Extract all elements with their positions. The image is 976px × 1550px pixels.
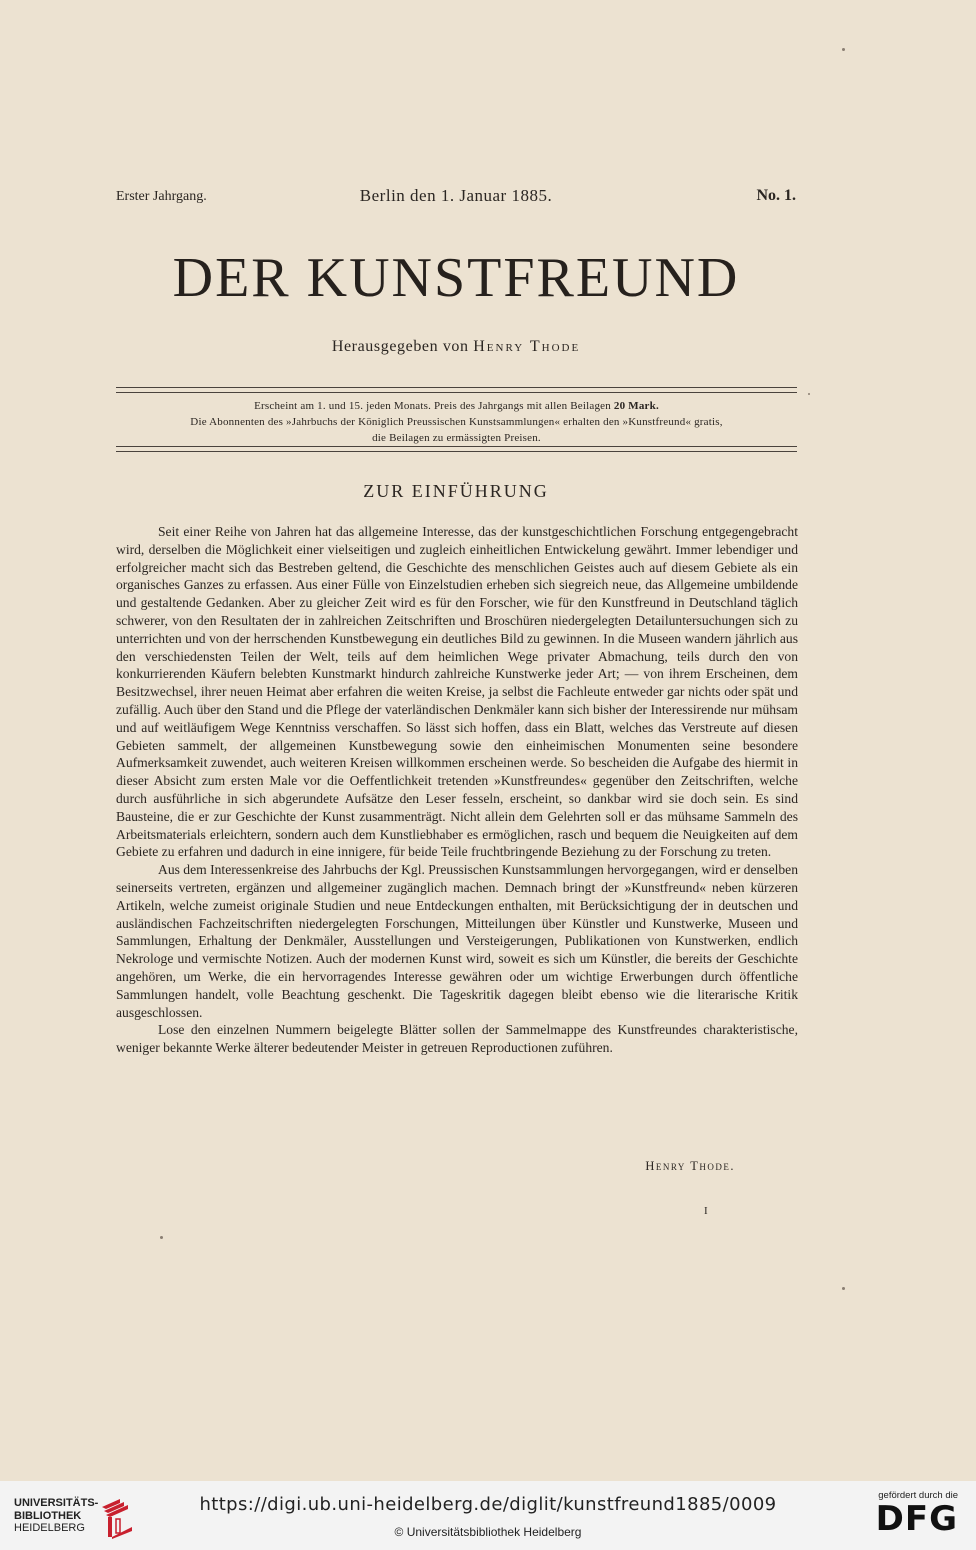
library-name-line-1: UNIVERSITÄTS- (14, 1497, 99, 1509)
article-paragraph-2: Aus dem Interessenkreise des Jahrbuchs der Kgl. Preussischen Kunstsammlungen hervorgegangen, wird er denselben seinerseits vertreten, ergänzen und allgemeiner zugänglich machen. Demnach bringt der »Kunstfreund« neben kürzeren Artikeln, welche zumeist originale Studien und neue Entdeckungen enthalten, mit Berücksichtigung der in deutschen und ausländischen Fachzeitschriften niedergelegten Forschungen, Mitteilungen über Künstler und Kunstwerke, Museen und Sammlungen, Erhaltung der Denkmäler, Ausstellungen und Versteigerungen, Publikationen von Kunstwerken, endlich Nekrologe und vermischte Notizen. Auch der modernen Kunst wird, soweit es sich um Künstler, die bereits der Geschichte angehören, um Werke, die ein hervorragendes Interesse gewähren oder um wichtige Erwerbungen durch öffentliche Sammlungen handelt, volle Beachtung geschenkt. Die Tageskritik dagegen bleibt ebenso wie die literarische Kritik ausgeschlossen. (116, 862, 799, 1020)
notice-line-3: die Beilagen zu ermässigten Preisen. (372, 432, 541, 444)
copyright-notice: © Universitätsbibliothek Heidelberg (394, 1525, 582, 1539)
article-paragraph-1: Seit einer Reihe von Jahren hat das allgemeine Interesse, das der kunstgeschichtlichen Forschung entgegengebracht wird, derselben die Möglichkeit einer vielseitigen und zugleich einheitlichen Entwickelung gewährt. Immer lebendiger und erfolgreicher macht sich das Bestreben geltend, die Geschichte des menschlichen Geistes auch auf diesem Gebiete als ein organisches Ganzes zu erfassen. Aus einer Fülle von Einzelstudien erheben sich siegreich neue, das Allgemeine umbildende und gestaltende Gedanken. Aber zu gleicher Zeit wird es für den Forscher, wie für den Kunstfreund in Deutschland täglich schwerer, von den Resultaten der in zahlreichen Zeitschriften und Broschüren niedergelegten Detailuntersuchungen sich zu unterrichten und von der herrschenden Kunstbewegung ein deutliches Bild zu gewinnen. In die Museen wandern jährlich aus den verschiedensten Teilen der Welt, teils auf dem heimlichen Wege privater Abmachung, teils durch den von konkurrierenden Käufern belebten Kunstmarkt hindurch zahlreiche Kunstwerke jeder Art; — von ihrem Erscheinen, dem Besitzwechsel, ihrer neuen Heimat aber erfahren die weiten Kreise, ja selbst die Fachleute entweder gar nichts oder spät und zufällig. Auch über den Stand und die Pflege der vaterländischen Denkmäler kann sich bisher der Interessirende nur mühsam und auf weitläufigem Wege Kenntniss verschaffen. So lässt sich hoffen, dass ein Blatt, welches das Verstreute auf diesen Gebieten sammelt, der allgemeinen Kunstbewegung sowie den einheimischen Monumenten seine besondere Aufmerksamkeit zuwendet, auch weiteren Kreisen willkommen erscheinen werde. So bescheiden die Aufgabe des hiermit in dieser Absicht zum ersten Male vor die Oeffentlichkeit tretenden »Kunstfreundes« gegenüber den Zeitschriften, welche durch ausführliche in sich abgerundete Aufsätze den Leser fesseln, erscheint, so dankbar wird sie doch sein. Es sind Bausteine, die er zur Geschichte der Kunst zusammenträgt. Nicht allein dem Gelehrten soll er das mühsame Sammeln des Arbeitsmaterials erleichtern, sondern auch dem Kunstliebhaber es ermöglichen, rasch und bequem die Neuigkeiten auf dem Gebiete zu erfahren und dadurch in eine innigere, für beide Teile fruchtbringende Beziehung zu der Forschung zu treten. (116, 524, 798, 860)
editor-line (0, 338, 912, 356)
issue-header (116, 186, 796, 210)
paper-speck (808, 393, 810, 395)
paper-speck (160, 1236, 163, 1239)
permalink-url[interactable]: https://digi.ub.uni-heidelberg.de/diglit/kunstfreund1885/0009 (199, 1494, 777, 1515)
issue-number: No. 1. (756, 187, 796, 204)
notice-line-1-text: Erscheint am 1. und 15. jeden Monats. Preis des Jahrgangs mit allen Beilagen (254, 400, 611, 412)
notice-price: 20 Mark. (613, 400, 659, 412)
dfg-caption: gefördert durch die (878, 1490, 958, 1501)
article-body (116, 523, 798, 1057)
page-number: I (704, 1205, 708, 1217)
author-signature: Henry Thode. (645, 1159, 735, 1173)
viewer-footer (0, 1481, 976, 1550)
editor-prefix: Herausgegeben von (331, 338, 469, 355)
article-title: ZUR EINFÜHRUNG (363, 481, 549, 501)
paper-speck (842, 1287, 845, 1290)
library-name-line-3: HEIDELBERG (14, 1522, 85, 1534)
editor-name: Henry Thode (473, 338, 581, 355)
notice-line-1 (116, 398, 797, 414)
library-name-line-2: BIBLIOTHEK (14, 1509, 82, 1522)
volume-label: Erster Jahrgang. (116, 189, 207, 204)
bottom-double-rule (116, 446, 797, 452)
subscription-notice (116, 398, 797, 446)
masthead-title: DER KUNSTFREUND (172, 247, 740, 309)
dfg-logo: DFG (875, 1499, 958, 1539)
top-double-rule (116, 387, 797, 393)
article-paragraph-3: Lose den einzelnen Nummern beigelegte Blätter sollen der Sammelmappe des Kunstfreundes charakteristische, weniger bekannte Werke älterer bedeutender Meister in getreuen Reproductionen zuführen. (116, 1022, 798, 1056)
place-date: Berlin den 1. Januar 1885. (359, 186, 553, 205)
notice-line-2: Die Abonnenten des »Jahrbuchs der Königlich Preussischen Kunstsammlungen« erhalten den »Kunstfreund« gratis, (190, 416, 723, 428)
paper-speck (842, 48, 845, 51)
dfg-funding[interactable] (866, 1490, 958, 1539)
